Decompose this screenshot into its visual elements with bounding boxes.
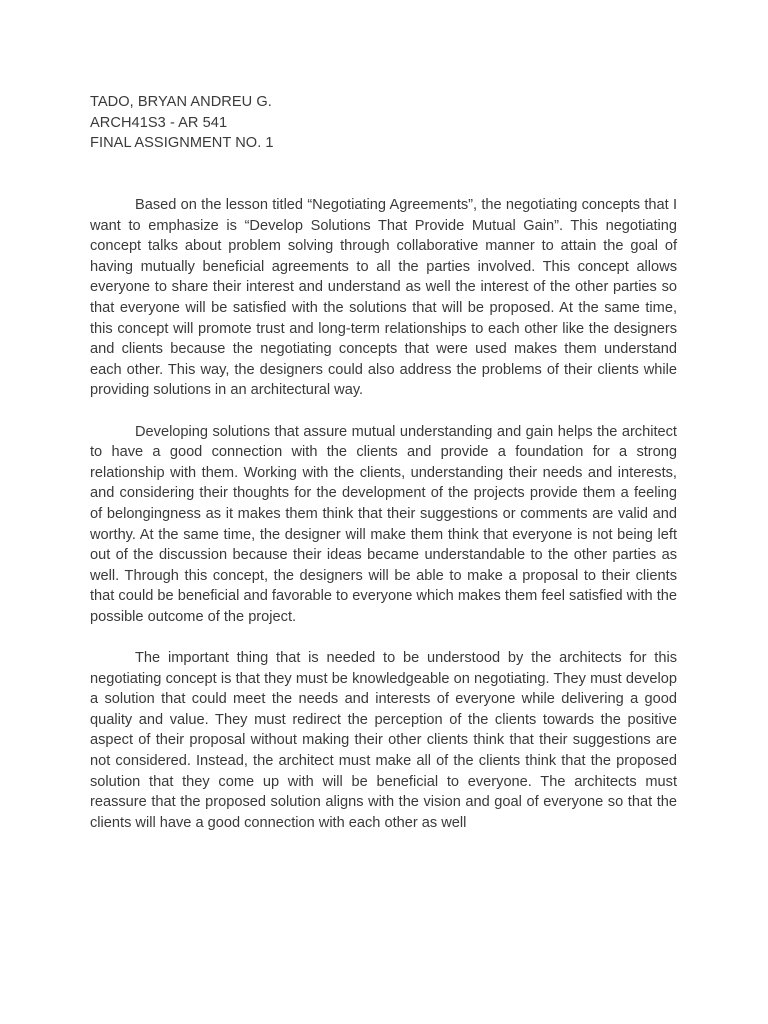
paragraph-1: Based on the lesson titled “Negotiating Agreements”, the negotiating concepts that I want to emphasize is “Develop Solutions That Provide Mutual Gain”. This negotiating concept talks about problem solving through collaborative manner to attain the goal of having mutually beneficial agreements to all the parties involved. This concept allows everyone to share their interest and understand as well the interest of the other parties so that everyone will be satisfied with the solutions that will be proposed. At the same time, this concept will promote trust and long-term relationships to each other like the designers and clients because the negotiating concepts that were used makes them understand each other. This way, the designers could also address the problems of their clients while providing solutions in an architectural way. [90, 197, 677, 399]
document-body [90, 195, 677, 854]
student-name: TADO, BRYAN ANDREU G. [90, 94, 272, 110]
paragraph-3: The important thing that is needed to be understood by the architects for this negotiating concept is that they must be knowledgeable on negotiating. They must develop a solution that could meet the needs and interests of everyone while delivering a good quality and value. They must redirect the perception of the clients towards the positive aspect of their proposal without making their other clients think that their suggestions are not considered. Instead, the architect must make all of the clients think that the proposed solution that they come up with will be beneficial to everyone. The architects must reassure that the proposed solution aligns with the vision and goal of everyone so that the clients will have a good connection with each other as well [90, 650, 677, 831]
course-code: ARCH41S3 - AR 541 [90, 114, 228, 131]
document-header [90, 92, 274, 154]
paragraph-2: Developing solutions that assure mutual understanding and gain helps the architect to have a good connection with the clients and provide a foundation for a strong relationship with them. Working with the clients, understanding their needs and interests, and considering their thoughts for the development of the projects provide them a feeling of belongingness as it makes them think that their suggestions or comments are valid and worthy. At the same time, the designer will make them think that everyone is not being left out of the discussion because their ideas became understandable to the other parties as well. Through this concept, the designers will be able to make a proposal to their clients that could be beneficial and favorable to everyone which makes them feel satisfied with the possible outcome of the project. [90, 423, 677, 625]
assignment-title: FINAL ASSIGNMENT NO. 1 [90, 135, 274, 152]
